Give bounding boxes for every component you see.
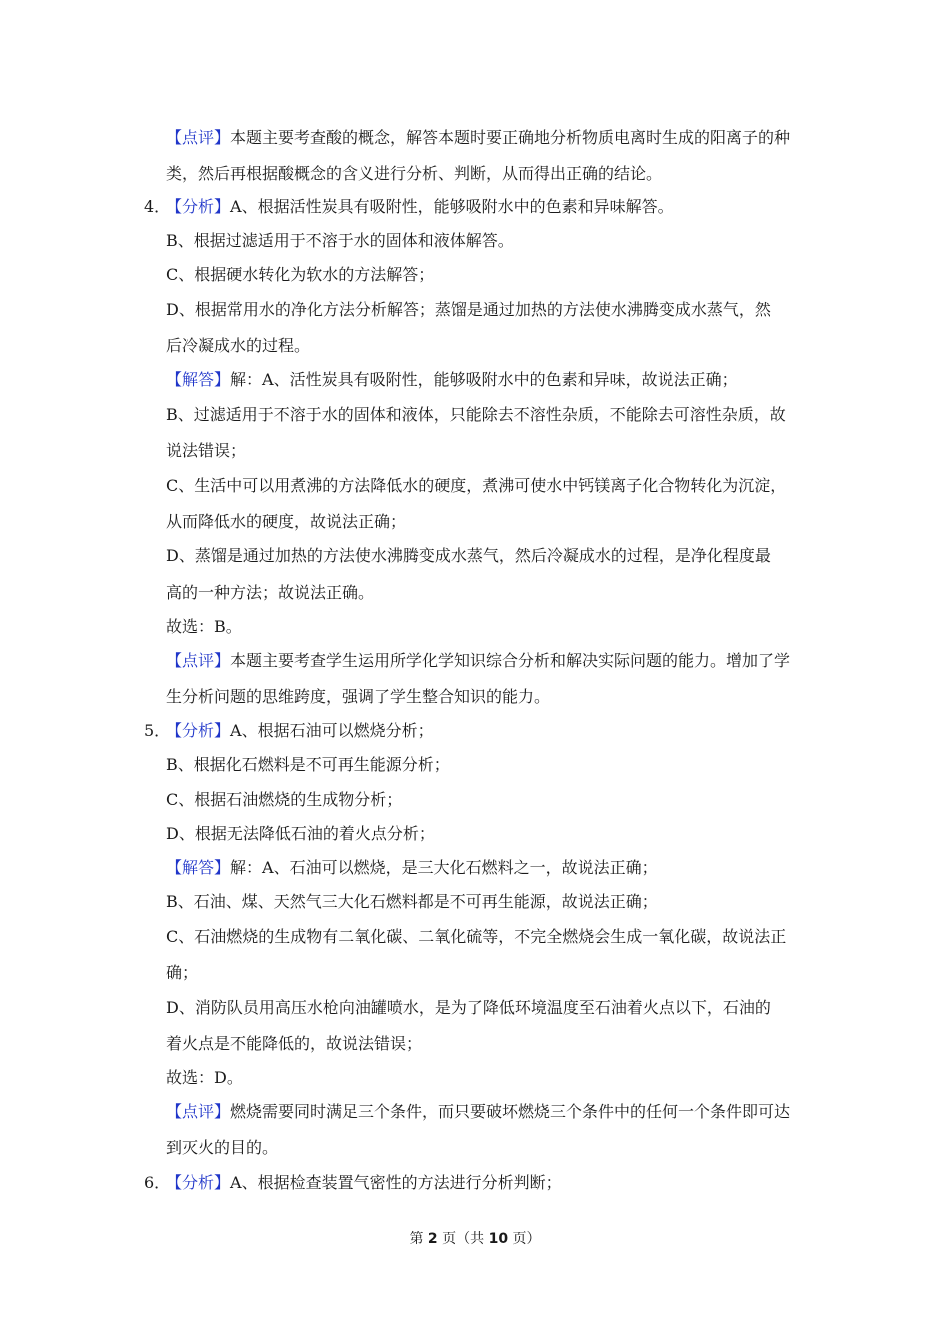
text-line: C、生活中可以用煮沸的方法降低水的硬度，煮沸可使水中钙镁离子化合物转化为沉淀， — [166, 476, 787, 495]
answer-line — [166, 858, 816, 878]
analysis-line — [166, 197, 816, 217]
text-line: D、消防队员用高压水枪向油罐喷水，是为了降低环境温度至石油着火点以下，石油的 — [166, 998, 771, 1017]
question-number: 6． — [144, 1173, 171, 1192]
text: 本题主要考查酸的概念，解答本题时要正确地分析物质电离时生成的阳离子的种 — [230, 128, 791, 147]
comment-tag: 【点评】 — [166, 128, 231, 147]
text-line: D、根据常用水的净化方法分析解答；蒸馏是通过加热的方法使水沸腾变成水蒸气，然 — [166, 300, 771, 319]
text-line: D、蒸馏是通过加热的方法使水沸腾变成水蒸气，然后冷凝成水的过程，是净化程度最 — [166, 546, 771, 565]
text-line: 高的一种方法；故说法正确。 — [166, 583, 375, 602]
text-line: B、根据化石燃料是不可再生能源分析； — [166, 755, 450, 774]
text-line: 类，然后再根据酸概念的含义进行分析、判断，从而得出正确的结论。 — [166, 164, 663, 183]
answer-line — [166, 370, 816, 390]
question-number: 4． — [144, 197, 171, 216]
text: 燃烧需要同时满足三个条件，而只要破坏燃烧三个条件中的任何一个条件即可达 — [230, 1102, 791, 1121]
text: 解：A、活性炭具有吸附性，能够吸附水中的色素和异味，故说法正确； — [230, 370, 738, 389]
analysis-line — [166, 721, 816, 741]
text-line: 着火点是不能降低的，故说法错误； — [166, 1034, 423, 1053]
footer-prefix: 第 — [409, 1231, 428, 1247]
question-number: 5． — [144, 721, 171, 740]
total-pages: 10 — [488, 1231, 509, 1247]
text-line: 确； — [166, 963, 199, 982]
text: A、根据活性炭具有吸附性，能够吸附水中的色素和异味解答。 — [230, 197, 674, 216]
analysis-tag: 【分析】 — [166, 1173, 231, 1192]
text-line: 生分析问题的思维跨度，强调了学生整合知识的能力。 — [166, 687, 551, 706]
text: A、根据石油可以燃烧分析； — [230, 721, 434, 740]
analysis-tag: 【分析】 — [166, 721, 231, 740]
analysis-tag: 【分析】 — [166, 197, 231, 216]
text-line: 故选：B。 — [166, 617, 242, 636]
comment-line — [166, 128, 816, 148]
analysis-line — [166, 1173, 816, 1193]
comment-tag: 【点评】 — [166, 1102, 231, 1121]
text-line: 说法错误； — [166, 441, 247, 460]
text-line: 故选：D。 — [166, 1068, 243, 1087]
answer-tag: 【解答】 — [166, 370, 231, 389]
comment-line — [166, 1102, 816, 1122]
text-line: 后冷凝成水的过程。 — [166, 336, 311, 355]
text: 本题主要考查学生运用所学化学知识综合分析和解决实际问题的能力。增加了学 — [230, 651, 791, 670]
text-line: 从而降低水的硬度，故说法正确； — [166, 512, 407, 531]
comment-tag: 【点评】 — [166, 651, 231, 670]
text-line: B、石油、煤、天然气三大化石燃料都是不可再生能源，故说法正确； — [166, 892, 658, 911]
text-line: C、石油燃烧的生成物有二氧化碳、二氧化硫等，不完全燃烧会生成一氧化碳，故说法正 — [166, 927, 787, 946]
answer-tag: 【解答】 — [166, 858, 231, 877]
footer-middle: 页（共 — [437, 1231, 489, 1247]
text: A、根据检查装置气密性的方法进行分析判断； — [230, 1173, 562, 1192]
footer-suffix: 页） — [508, 1231, 541, 1247]
comment-line — [166, 651, 816, 671]
text-line: B、根据过滤适用于不溶于水的固体和液体解答。 — [166, 231, 514, 250]
text-line: C、根据石油燃烧的生成物分析； — [166, 790, 403, 809]
text-line: C、根据硬水转化为软水的方法解答； — [166, 265, 435, 284]
text-line: D、根据无法降低石油的着火点分析； — [166, 824, 435, 843]
page-footer — [0, 1229, 950, 1249]
text: 解：A、石油可以燃烧，是三大化石燃料之一，故说法正确； — [230, 858, 658, 877]
page-number: 2 — [427, 1231, 438, 1247]
text-line: 到灭火的目的。 — [166, 1138, 279, 1157]
text-line: B、过滤适用于不溶于水的固体和液体，只能除去不溶性杂质，不能除去可溶性杂质，故 — [166, 405, 786, 424]
